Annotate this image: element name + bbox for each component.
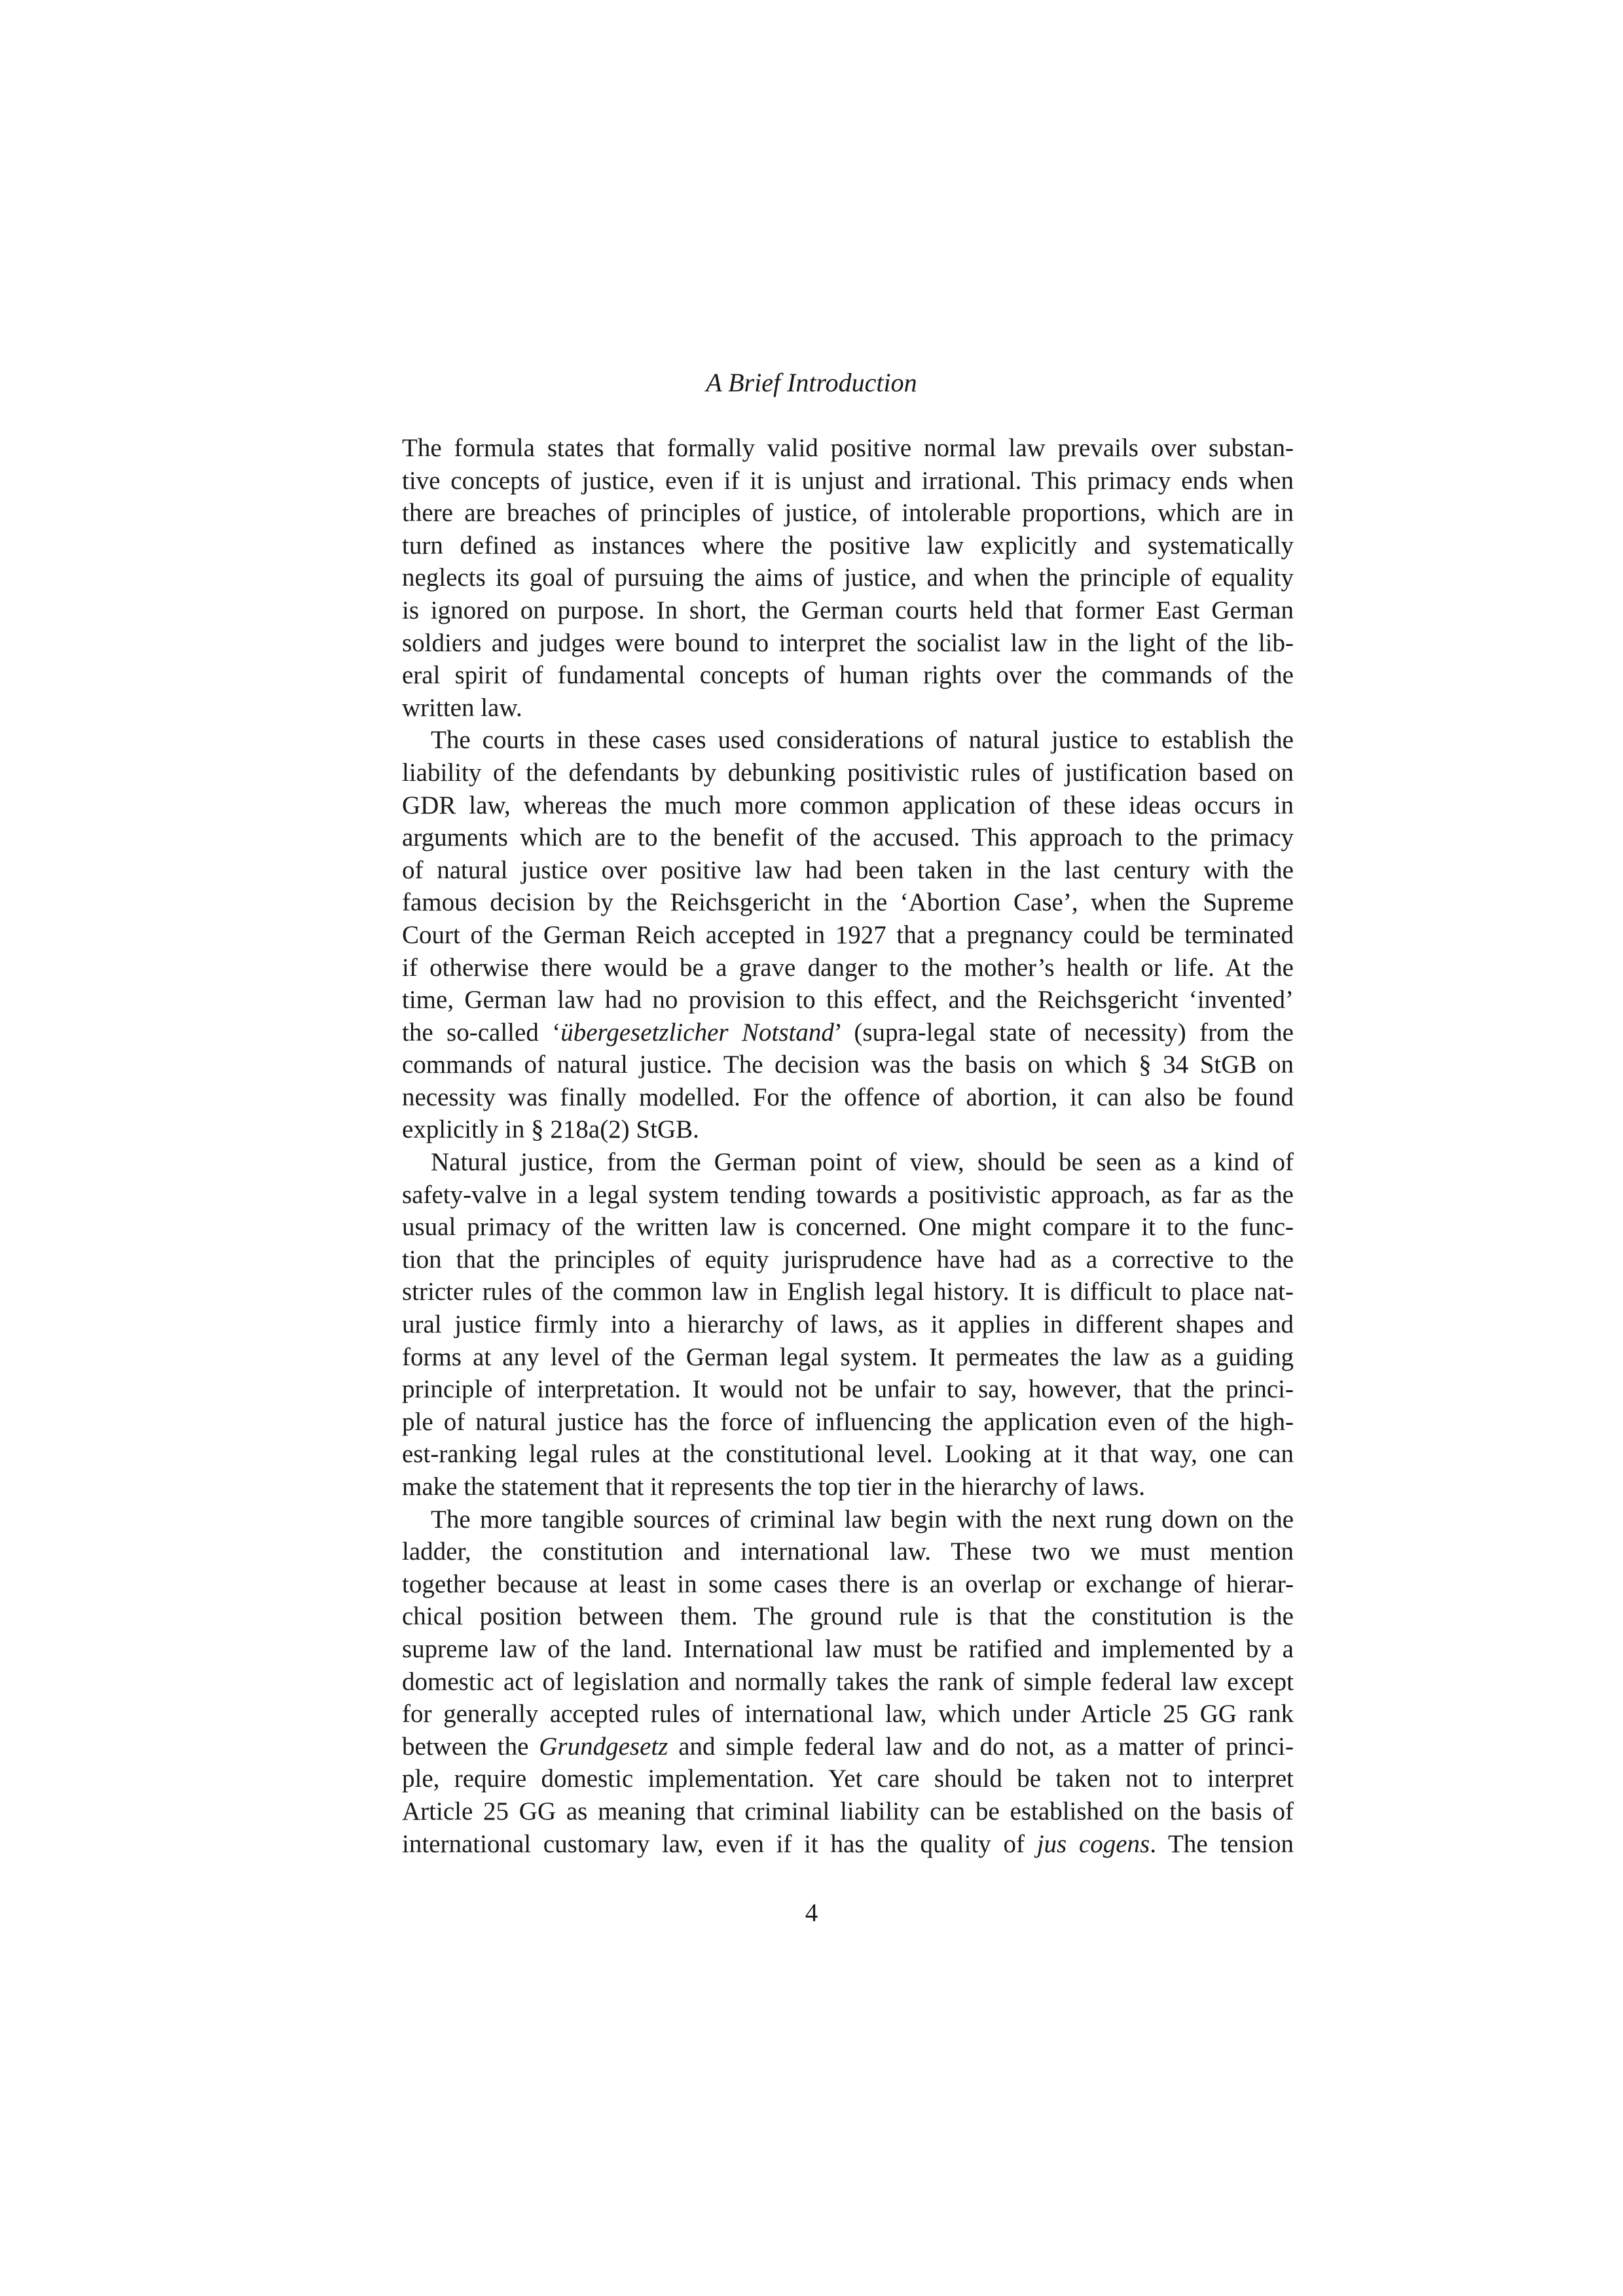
text-line: written law. — [402, 693, 522, 722]
text-line: famous decision by the Reichsgericht in the ‘Abortion Case’, when the Supreme — [402, 888, 1294, 917]
text-line: ple, require domestic implementation. Yet care should be taken not to interpret — [402, 1765, 1294, 1793]
text-line: there are breaches of principles of justice, of intolerable proportions, which are in — [402, 499, 1294, 528]
text-line: supreme law of the land. International law must be ratified and implemented by a — [402, 1634, 1294, 1663]
text-line: liability of the defendants by debunking positivistic rules of justification based on — [402, 758, 1294, 787]
text-line: domestic act of legislation and normally takes the rank of simple federal law except — [402, 1667, 1294, 1696]
text-line: stricter rules of the common law in English legal history. It is difficult to place nat- — [402, 1278, 1294, 1306]
text-line: necessity was finally modelled. For the offence of abortion, it can also be found — [402, 1083, 1294, 1111]
text-line: of natural justice over positive law had been taken in the last century with the — [402, 855, 1294, 884]
running-head: A Brief Introduction — [706, 368, 917, 397]
text-line: commands of natural justice. The decision was the basis on which § 34 StGB on — [402, 1050, 1294, 1079]
text-line: The more tangible sources of criminal law begin with the next rung down on the — [431, 1505, 1294, 1534]
text-line: turn defined as instances where the positive law explicitly and systematically — [402, 531, 1294, 560]
text-line: The courts in these cases used considerations of natural justice to establish the — [431, 726, 1294, 755]
text-line: soldiers and judges were bound to interpret the socialist law in the light of the lib- — [402, 628, 1294, 657]
text-line: Court of the German Reich accepted in 1927 that a pregnancy could be terminated — [402, 920, 1294, 949]
paragraph — [402, 1146, 1294, 1503]
text-line: the so-called ‘übergesetzlicher Notstand’ (supra-legal state of necessity) from the — [402, 1018, 1294, 1047]
text-line: for generally accepted rules of international law, which under Article 25 GG rank — [402, 1700, 1294, 1729]
text-line: The formula states that formally valid positive normal law prevails over substan- — [402, 434, 1294, 462]
text-line: together because at least in some cases there is an overlap or exchange of hierar- — [402, 1570, 1294, 1598]
text-line: principle of interpretation. It would not be unfair to say, however, that the princi- — [402, 1375, 1294, 1404]
text-line: safety-valve in a legal system tending towards a positivistic approach, as far as the — [402, 1180, 1294, 1209]
text-line: arguments which are to the benefit of the accused. This approach to the primacy — [402, 823, 1294, 852]
italic-term: jus cogens — [1036, 1829, 1150, 1858]
body-text — [402, 432, 1294, 1860]
text-line: explicitly in § 218a(2) StGB. — [402, 1115, 699, 1144]
paragraph — [402, 724, 1294, 1146]
paragraph — [402, 432, 1294, 724]
text-line: chical position between them. The ground rule is that the constitution is the — [402, 1602, 1294, 1631]
text-line: forms at any level of the German legal system. It permeates the law as a guiding — [402, 1342, 1294, 1371]
text-line: make the statement that it represents the top tier in the hierarchy of laws. — [402, 1473, 1145, 1501]
text-line: usual primacy of the written law is concerned. One might compare it to the func- — [402, 1213, 1294, 1242]
italic-term: Grundgesetz — [539, 1732, 668, 1761]
text-line: neglects its goal of pursuing the aims of justice, and when the principle of equality — [402, 564, 1294, 592]
page-number: 4 — [805, 1899, 818, 1927]
text-line: Article 25 GG as meaning that criminal liability can be established on the basis of — [402, 1797, 1294, 1825]
text-line: between the Grundgesetz and simple federal law and do not, as a matter of princi- — [402, 1732, 1294, 1761]
text-line: is ignored on purpose. In short, the German courts held that former East German — [402, 596, 1294, 624]
text-line: tive concepts of justice, even if it is unjust and irrational. This primacy ends when — [402, 466, 1294, 495]
text-line: GDR law, whereas the much more common application of these ideas occurs in — [402, 791, 1294, 819]
paragraph — [402, 1503, 1294, 1861]
text-line: ural justice firmly into a hierarchy of laws, as it applies in different shapes and — [402, 1310, 1294, 1339]
text-line: est-ranking legal rules at the constitutional level. Looking at it that way, one can — [402, 1440, 1294, 1469]
text-line: Natural justice, from the German point of view, should be seen as a kind of — [431, 1148, 1294, 1177]
text-line: if otherwise there would be a grave danger to the mother’s health or life. At the — [402, 953, 1294, 982]
text-line: time, German law had no provision to this effect, and the Reichsgericht ‘invented’ — [402, 986, 1294, 1014]
text-line: ladder, the constitution and international law. These two we must mention — [402, 1537, 1294, 1566]
italic-term: übergesetzlicher Notstand — [560, 1018, 834, 1047]
text-line: international customary law, even if it has the quality of jus cogens. The tension — [402, 1829, 1294, 1858]
text-line: eral spirit of fundamental concepts of human rights over the commands of the — [402, 661, 1294, 690]
text-line: tion that the principles of equity jurisprudence have had as a corrective to the — [402, 1245, 1294, 1274]
text-line: ple of natural justice has the force of influencing the application even of the high- — [402, 1407, 1294, 1436]
